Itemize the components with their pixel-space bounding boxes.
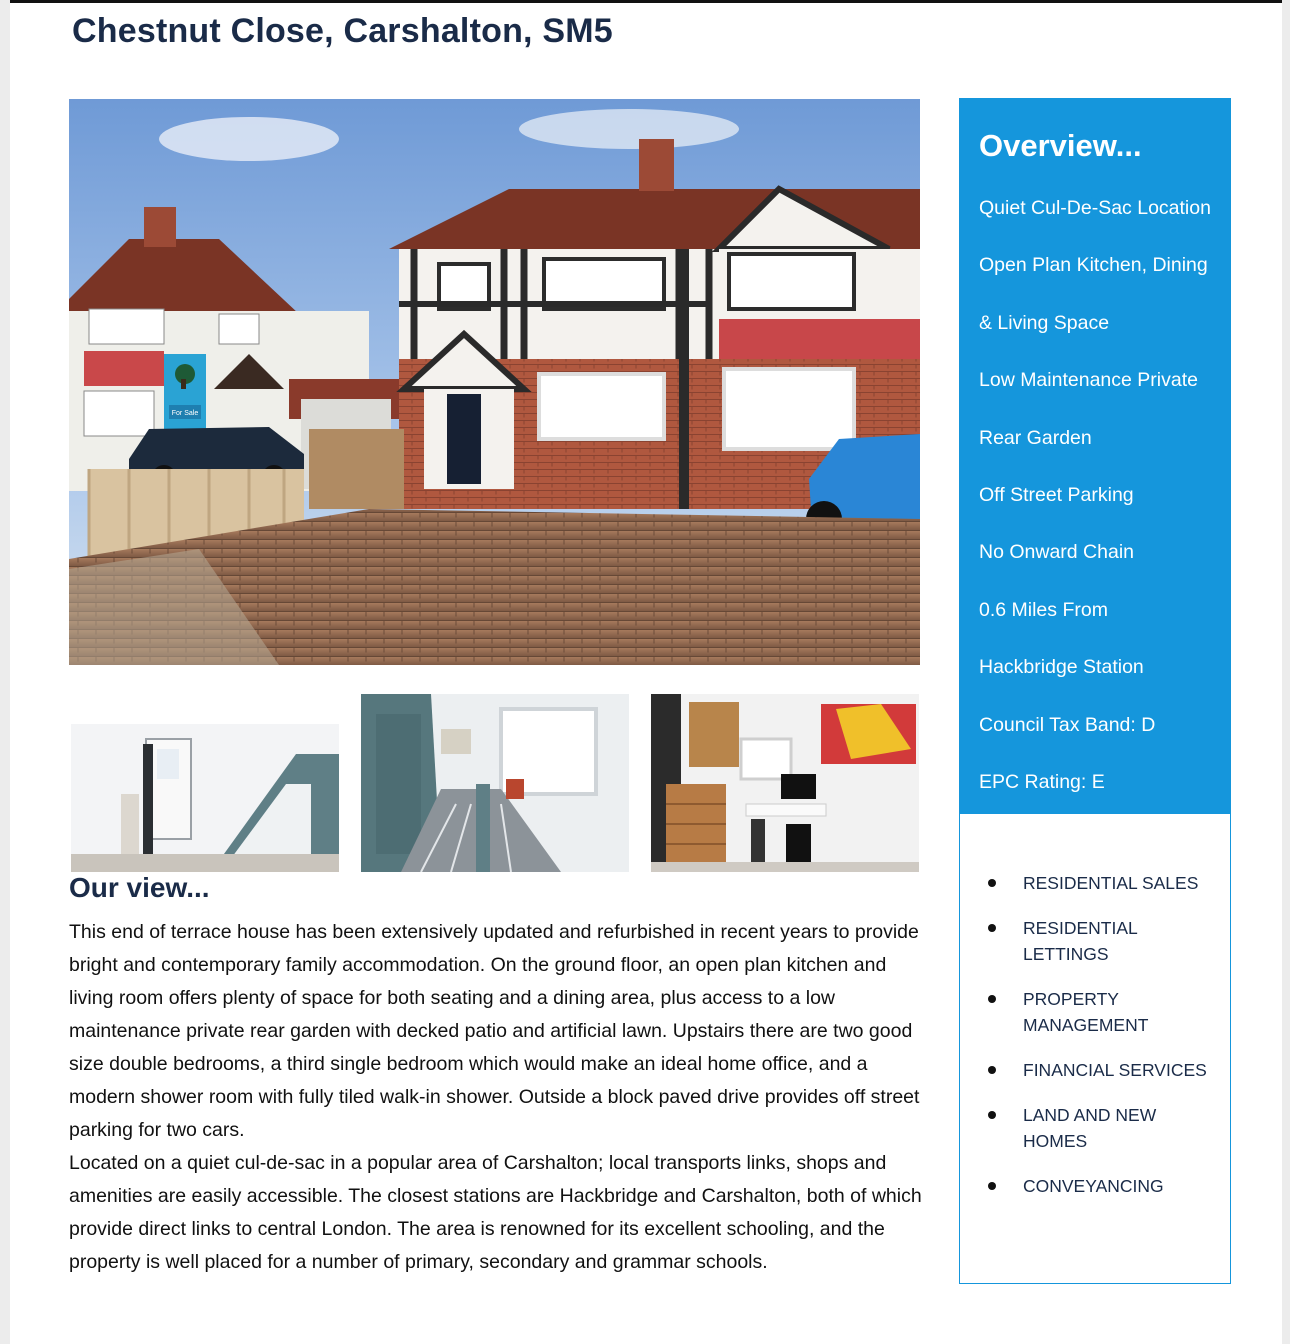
service-label: RESIDENTIAL LETTINGS [1023,918,1138,964]
overview-item: Hackbridge Station [979,656,1144,679]
overview-item: Open Plan Kitchen, Dining [979,254,1208,277]
thumb-stairs-photo [361,694,629,872]
overview-item: Council Tax Band: D [979,713,1156,736]
overview-panel [959,98,1231,814]
page-edge-left [0,0,10,1344]
page-edge-right [1282,0,1290,1344]
property-title: Chestnut Close, Carshalton, SM5 [72,12,613,50]
overview-item: EPC Rating: E [979,770,1105,793]
service-item [960,1173,1230,1199]
service-label: RESIDENTIAL SALES [1023,873,1199,893]
service-item [960,870,1230,896]
description-paragraph-2: Located on a quiet cul-de-sac in a popular area of Carshalton; local transports links, shops and amenities are easily accessible. The closest stations are Hackbridge and Carshalton, both of which provide direct links to central London. The area is renowned for its excellent schooling, and the property is well placed for a number of primary, secondary and grammar schools. [69,1152,922,1273]
for-sale-sign-text: For Sale [171,410,199,417]
service-item [960,1102,1230,1154]
thumb-hallway-photo [71,694,339,872]
service-label: CONVEYANCING [1023,1176,1164,1196]
service-label: LAND AND NEW HOMES [1023,1105,1157,1151]
services-panel [959,814,1231,1284]
bullet-icon [988,879,996,887]
service-label: PROPERTY MANAGEMENT [1023,989,1149,1035]
overview-item: & Living Space [979,311,1110,334]
service-item [960,1057,1230,1083]
overview-item: Quiet Cul-De-Sac Location [979,197,1211,219]
overview-item: Off Street Parking [979,483,1134,506]
overview-item: Low Maintenance Private [979,369,1198,392]
overview-item: 0.6 Miles From [979,598,1108,621]
bullet-icon [988,1111,996,1119]
bullet-icon [988,1182,996,1190]
service-label: FINANCIAL SERVICES [1023,1060,1207,1080]
overview-item: No Onward Chain [979,541,1134,564]
top-rule [0,0,1290,3]
bullet-icon [988,924,996,932]
service-item [960,986,1230,1038]
bullet-icon [988,995,996,1003]
service-item [960,915,1230,967]
overview-item: Rear Garden [979,426,1092,449]
bullet-icon [988,1066,996,1074]
thumb-office-photo [651,694,919,872]
overview-list [979,195,1211,826]
our-view-heading: Our view... [69,872,210,903]
property-description [69,916,929,1279]
overview-heading: Overview... [979,128,1142,163]
description-paragraph-1: This end of terrace house has been extensively updated and refurbished in recent years to provide bright and contemporary family accommodation. On the ground floor, an open plan kitchen and living room offers plenty of space for both seating and a dining area, plus access to a low maintenance private rear garden with decked patio and artificial lawn. Upstairs there are two good size double bedrooms, a third single bedroom which would make an ideal home office, and a modern shower room with fully tiled walk-in shower. Outside a block paved drive provides off street parking for two cars. [69,921,920,1141]
main-property-photo [69,99,920,665]
services-list [960,870,1230,1218]
